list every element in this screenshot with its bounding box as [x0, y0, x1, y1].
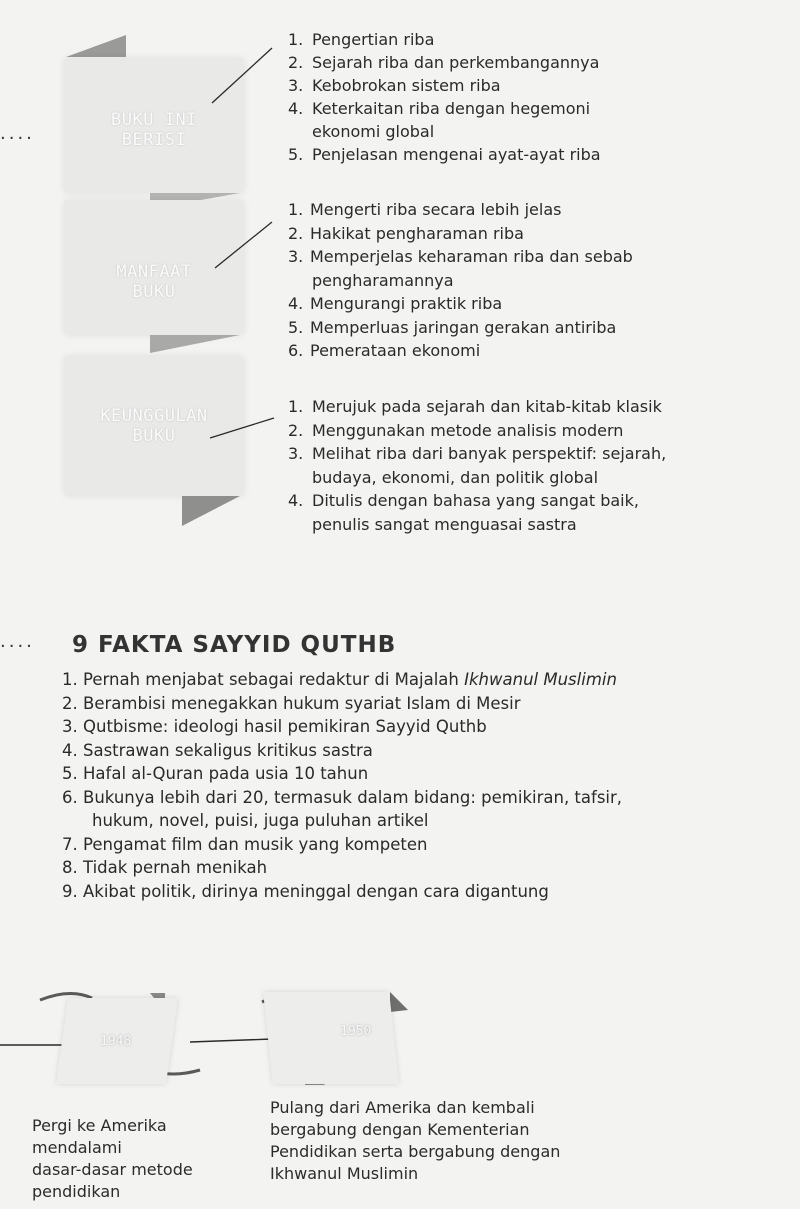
section-heading: 9 FAKTA SAYYID QUTHB — [72, 632, 397, 658]
list-item: 5. Penjelasan mengenai ayat-ayat riba — [288, 145, 601, 164]
list-item: 2. Hakikat pengharaman riba — [288, 223, 524, 243]
list-item: 3. Memperjelas keharaman riba dan sebab pengharamannya — [288, 247, 633, 290]
list-item: 2. Menggunakan metode analisis modern — [288, 420, 624, 440]
dotted-connector-1: ···· — [0, 128, 35, 149]
list-item: 3. Qutbisme: ideologi hasil pemikiran Sayyid Quthb — [62, 717, 487, 736]
list-item: 1. Pernah menjabat sebagai redaktur di Majalah Ikhwanul Muslimin — [62, 670, 617, 689]
list-item: 6. Bukunya lebih dari 20, termasuk dalam bidang: pemikiran, tafsir, hukum, novel, puisi, juga puluhan artikel — [62, 787, 623, 830]
list-item: 4. Sastrawan sekaligus kritikus sastra — [62, 740, 373, 760]
timeline-box-1950 — [263, 992, 399, 1084]
ribbon-label-2: MANFAAT BUKU — [116, 262, 192, 302]
list-item: 4. Mengurangi praktik riba — [288, 294, 503, 313]
list-buku-ini-berisi — [288, 28, 601, 166]
list-item: 2. Berambisi menegakkan hukum syariat Islam di Mesir — [62, 693, 521, 713]
list-item: 5. Memperluas jaringan gerakan antiriba — [288, 317, 617, 337]
list-item: 9. Akibat politik, dirinya meninggal dengan cara digantung — [62, 881, 549, 901]
list-fakta-sayyid-quthb — [62, 668, 622, 903]
ribbon-label-1: BUKU INI BERISI — [111, 110, 197, 150]
list-manfaat-buku — [288, 198, 633, 363]
connector-line-1 — [212, 48, 272, 103]
list-item: 1. Mengerti riba secara lebih jelas — [288, 200, 562, 219]
list-item: 5. Hafal al-Quran pada usia 10 tahun — [62, 764, 369, 783]
list-item: 8. Tidak pernah menikah — [62, 858, 268, 877]
list-item: 3. Kebobrokan sistem riba — [288, 76, 501, 95]
list-keunggulan-buku — [288, 395, 666, 536]
ribbon-label-3: KEUNGGULAN BUKU — [100, 406, 208, 446]
connector-line-3 — [210, 418, 274, 438]
dotted-connector-2: ···· — [0, 636, 35, 657]
list-item: 6. Pemerataan ekonomi — [288, 341, 481, 360]
connector-line-2 — [215, 222, 272, 268]
list-item: 2. Sejarah riba dan perkembangannya — [288, 53, 600, 72]
timeline-year-1950: 1950 — [340, 1024, 372, 1039]
list-item: 1. Merujuk pada sejarah dan kitab-kitab klasik — [288, 397, 662, 416]
list-item: 1. Pengertian riba — [288, 30, 435, 49]
list-item: 4. Keterkaitan riba dengan hegemoni ekonomi global — [288, 99, 591, 141]
list-item: 3. Melihat riba dari banyak perspektif: sejarah, budaya, ekonomi, dan politik global — [288, 444, 667, 487]
list-item: 4. Ditulis dengan bahasa yang sangat baik, penulis sangat menguasai sastra — [288, 491, 639, 534]
timeline-caption-1948: Pergi ke Amerika mendalami dasar-dasar metode pendidikan — [32, 1116, 193, 1201]
timeline-caption-1950: Pulang dari Amerika dan kembali bergabung dengan Kementerian Pendidikan serta bergabung dengan Ikhwanul Muslimin — [270, 1098, 561, 1183]
list-item: 7. Pengamat film dan musik yang kompeten — [62, 834, 428, 854]
timeline-fold-2 — [390, 992, 408, 1012]
timeline-year-1948: 1948 — [100, 1034, 132, 1049]
